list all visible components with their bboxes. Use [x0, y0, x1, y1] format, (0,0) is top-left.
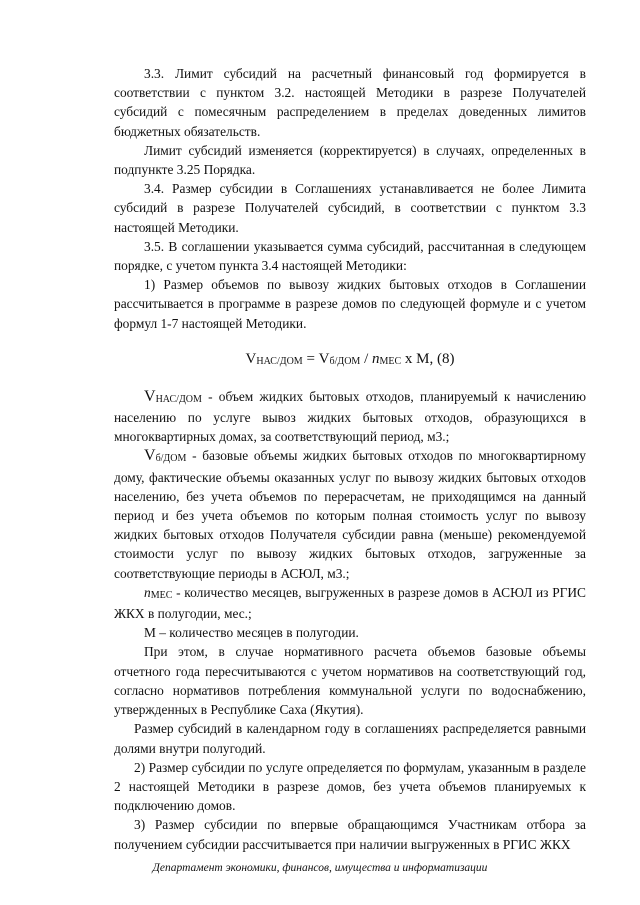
def3-symbol: n	[144, 584, 151, 600]
definition-v-b-dom	[114, 446, 586, 582]
paragraph-3-4: 3.4. Размер субсидии в Соглашениях устанавливается не более Лимита субсидий в разрезе Получателей субсидий, в соответствии с пунктом 3.3 настоящей Методики.	[114, 181, 586, 235]
page-footer: Департамент экономики, финансов, имущества и информатизации	[152, 862, 488, 874]
paragraph-item-2: 2) Размер субсидии по услуге определяется по формулам, указанным в разделе 2 настоящей Методики в разрезе домов, без учета объемов планируемых к подключению домов.	[114, 759, 586, 814]
formula-v2: V	[318, 350, 330, 367]
paragraph-item-3: 3) Размер субсидии по впервые обращающимся Участникам отбора за получением субсидии рассчитывается при наличии выгруженных в РГИС ЖКХ	[114, 817, 586, 852]
formula-sub1: НАС/ДОМ	[256, 355, 303, 367]
def1-subscript: НАС/ДОМ	[155, 393, 202, 405]
paragraph-3-5: 3.5. В соглашении указывается сумма субсидий, рассчитанная в следующем порядке, с учетом пункта 3.4 настоящей Методики:	[114, 238, 586, 274]
paragraph-item-1: 1) Размер объемов по вывозу жидких бытовых отходов в Соглашении рассчитывается в программе в разрезе домов по следующей формуле и с учетом формул 1-7 настоящей Методики.	[114, 277, 586, 331]
formula-sub2: б/ДОМ	[329, 355, 361, 367]
formula-8	[114, 349, 586, 371]
formula-n: n	[371, 350, 380, 367]
paragraph-normative: При этом, в случае нормативного расчета объемов базовые объемы отчетного года пересчитываются с учетом нормативов на соответствующий год, согласно нормативов потребления коммунальной услуги по водоснабжению, утвержденных в Республике Саха (Якутия).	[114, 644, 586, 718]
def2-symbol: V	[144, 447, 156, 465]
document-body	[114, 64, 586, 854]
def1-symbol: V	[144, 387, 156, 405]
formula-div: /	[360, 350, 372, 367]
definition-n-mes	[114, 583, 586, 623]
formula-eq: =	[302, 350, 319, 367]
formula-tail: x M, (8)	[401, 350, 455, 367]
formula-v1: V	[245, 350, 257, 367]
def3-subscript: МЕС	[150, 589, 173, 601]
paragraph-distribution: Размер субсидий в календарном году в соглашениях распределяется равными долями внутри полугодий.	[114, 721, 586, 756]
paragraph-3-3: 3.3. Лимит субсидий на расчетный финансовый год формируется в соответствии с пунктом 3.2. настоящей Методики в разрезе Получателей субсидий с помесячным распределением в пределах доведенных лимитов бюджетных обязательств.	[114, 66, 586, 139]
def2-text: - базовые объемы жидких бытовых отходов по многоквартирному дому, фактические объемы оказанных услуг по вывозу жидких бытовых отходов населению, без учета объемов по перерасчетам, не приходящимся на данный период и без учета объемов по которым полная стоимость услуг по вывозу жидких бытовых отходов Получателя субсидии равна (меньше) рекомендуемой стоимости услуг по вывозу жидких бытовых отходов, загруженные за соответствующие периоды в АСЮЛ, м3.;	[114, 448, 586, 581]
def3-text: - количество месяцев, выгруженных в разрезе домов в АСЮЛ из РГИС ЖКХ в полугодии, мес.;	[114, 584, 586, 622]
definition-m: M – количество месяцев в полугодии.	[144, 625, 359, 641]
formula-sub3: МЕС	[379, 355, 402, 367]
def2-subscript: б/ДОМ	[155, 453, 187, 465]
definition-v-nas-dom	[114, 387, 586, 447]
paragraph-limit-change: Лимит субсидий изменяется (корректируется) в случаях, определенных в подпункте 3.25 Порядка.	[114, 142, 586, 178]
def1-text: - объем жидких бытовых отходов, планируемый к начислению населению по услуге вывоз жидких бытовых отходов, образующихся в многоквартирных домах, за соответствующий период, м3.;	[114, 388, 586, 445]
